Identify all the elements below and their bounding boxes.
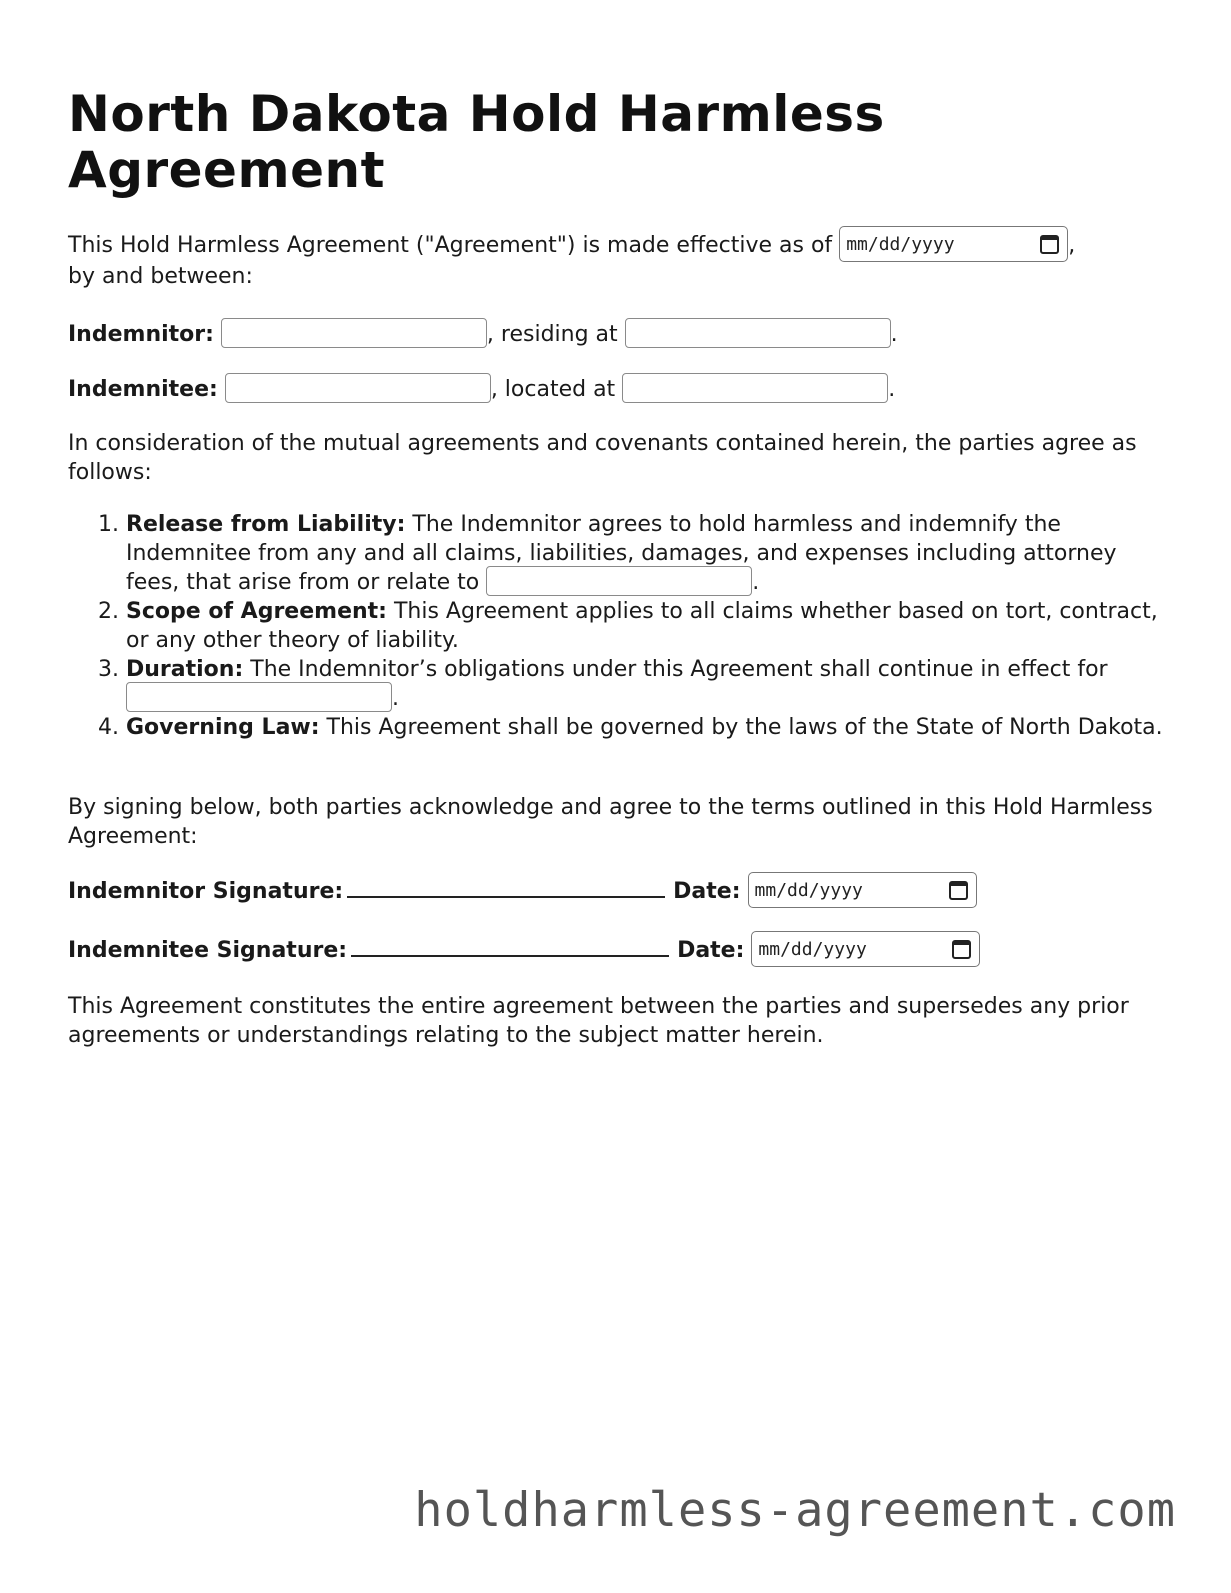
indemnitee-name-input[interactable] bbox=[225, 373, 491, 403]
indemnitor-date-input[interactable] bbox=[748, 872, 977, 908]
terms-section bbox=[68, 510, 1168, 742]
indemnitee-signature-row bbox=[68, 935, 1168, 967]
indemnitor-label: Indemnitor: bbox=[68, 322, 214, 347]
term-item-governing-law bbox=[126, 713, 1168, 742]
term-text: The Indemnitor agrees to hold harmless and indemnify the Indemnitee from any and all claims, liabilities, damages, and expenses including attorney fees, that arise from or relate to bbox=[126, 512, 1117, 595]
term-text: The Indemnitor’s obligations under this Agreement shall continue in effect for bbox=[250, 657, 1108, 682]
duration-input[interactable] bbox=[126, 682, 392, 712]
indemnitee-label: Indemnitee: bbox=[68, 377, 218, 402]
terms-list bbox=[68, 510, 1168, 742]
term-end: . bbox=[392, 686, 399, 711]
intro-line2: by and between: bbox=[68, 264, 253, 289]
indemnitor-signature-row bbox=[68, 876, 1168, 908]
indemnitee-signature-label: Indemnitee Signature: bbox=[68, 938, 348, 963]
indemnitee-end: . bbox=[888, 377, 896, 402]
term-item-release bbox=[126, 510, 1168, 597]
term-text: This Agreement applies to all claims whether based on tort, contract, or any other theory of liability. bbox=[126, 599, 1158, 653]
intro-text: This Hold Harmless Agreement ("Agreement") is made effective as of bbox=[68, 233, 833, 258]
term-item-duration bbox=[126, 655, 1168, 713]
term-text: This Agreement shall be governed by the laws of the State of North Dakota. bbox=[326, 715, 1163, 740]
effective-date-placeholder: mm/dd/yyyy bbox=[846, 233, 955, 255]
closing-paragraph: This Agreement constitutes the entire agreement between the parties and supersedes any prior agreements or understandings relating to the subject matter herein. bbox=[68, 994, 1129, 1048]
term-item-scope bbox=[126, 597, 1168, 655]
indemnitee-address-input[interactable] bbox=[622, 373, 888, 403]
term-heading: Release from Liability: bbox=[126, 512, 406, 537]
term-heading: Scope of Agreement: bbox=[126, 599, 387, 624]
watermark: holdharmless-agreement.com bbox=[414, 1483, 1176, 1538]
indemnitor-mid-text: , residing at bbox=[486, 322, 618, 347]
indemnitee-date-placeholder: mm/dd/yyyy bbox=[758, 938, 867, 960]
intro-paragraph bbox=[68, 230, 1168, 291]
intro-comma: , bbox=[1068, 233, 1076, 258]
acknowledgement-paragraph: By signing below, both parties acknowledge and agree to the terms outlined in this Hold Harmless Agreement: bbox=[68, 795, 1153, 849]
indemnitee-date-input[interactable] bbox=[751, 931, 980, 967]
indemnitor-row bbox=[68, 320, 1168, 349]
date-label: Date: bbox=[673, 879, 741, 904]
page-title: North Dakota Hold Harmless Agreement bbox=[68, 85, 885, 199]
indemnitee-signature-line[interactable] bbox=[351, 935, 669, 957]
indemnitor-end: . bbox=[890, 322, 898, 347]
indemnitor-date-placeholder: mm/dd/yyyy bbox=[754, 879, 863, 901]
liability-subject-input[interactable] bbox=[486, 566, 752, 596]
effective-date-input[interactable] bbox=[839, 226, 1068, 262]
calendar-icon[interactable] bbox=[949, 881, 968, 900]
date-label: Date: bbox=[677, 938, 745, 963]
indemnitor-name-input[interactable] bbox=[221, 318, 487, 348]
term-heading: Governing Law: bbox=[126, 715, 320, 740]
indemnitee-row bbox=[68, 375, 1168, 404]
indemnitor-address-input[interactable] bbox=[625, 318, 891, 348]
indemnitor-signature-label: Indemnitor Signature: bbox=[68, 879, 344, 904]
calendar-icon[interactable] bbox=[1040, 235, 1059, 254]
consideration-paragraph: In consideration of the mutual agreements and covenants contained herein, the parties agree as follows: bbox=[68, 431, 1137, 485]
term-end: . bbox=[752, 570, 760, 595]
calendar-icon[interactable] bbox=[952, 940, 971, 959]
indemnitor-signature-line[interactable] bbox=[347, 876, 665, 898]
indemnitee-mid-text: , located at bbox=[490, 377, 616, 402]
term-heading: Duration: bbox=[126, 657, 244, 682]
